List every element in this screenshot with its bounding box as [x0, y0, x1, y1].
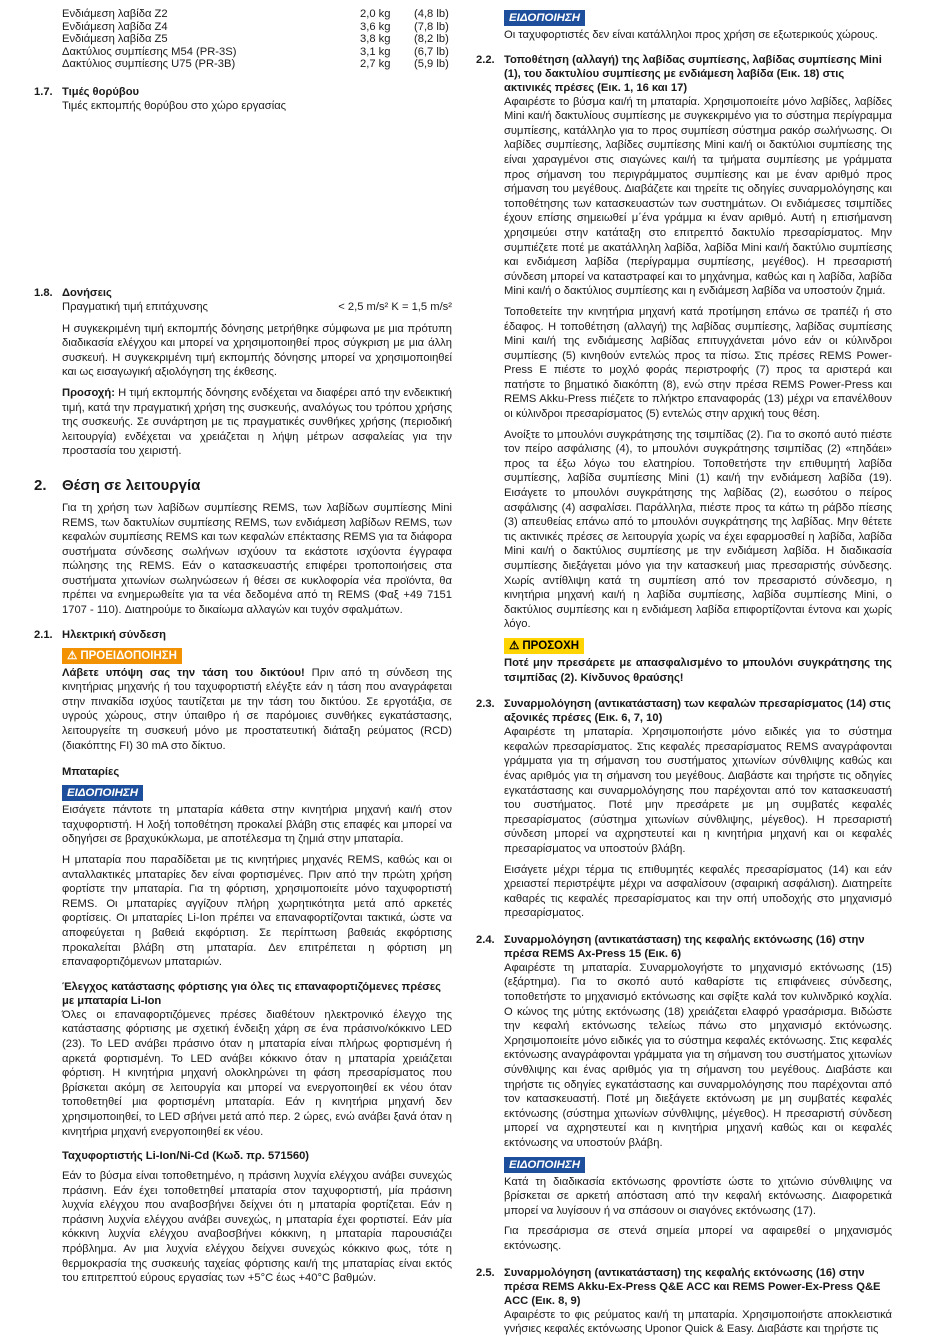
notice-badge: ΕΙΔΟΠΟΙΗΣΗ [504, 10, 585, 26]
section-title: Τοποθέτηση (αλλαγή) της λαβίδας συμπίεσης, λαβίδας συμπίεσης Mini (1), του δακτυλίου συμπίεσης με ενδιάμεση λαβίδα (Εικ. 18) στις ακτινικές πρέσες (Εικ. 1, 16 και 17) [504, 53, 882, 94]
section-title: Συναρμολόγηση (αντικατάσταση) της κεφαλής εκτόνωσης (16) στην πρέσα REMS Ax-Press 15 (Εικ. 6) [504, 933, 865, 960]
notice-badge: ΕΙΔΟΠΟΙΗΣΗ [504, 1157, 585, 1173]
notice-badge: ΕΙΔΟΠΟΙΗΣΗ [62, 785, 143, 801]
section-title: Συναρμολόγηση (αντικατάσταση) των κεφαλών πρεσαρίσματος (14) στις αξονικές πρέσες (Εικ. 6, 7, 10) [504, 698, 891, 725]
section-title: Δονήσεις [62, 286, 112, 299]
left-column [34, 8, 452, 1286]
vibration-row: Πραγματική τιμή επιτάχυνσης < 2,5 m/s² K = 1,5 m/s² [62, 300, 452, 313]
section-title: Τιμές θορύβου [62, 85, 140, 98]
section-title: Συναρμολόγηση (αντικατάσταση) της κεφαλής εκτόνωσης (16) στην πρέσα REMS Akku-Ex-Press Q&E ACC και REMS Power-Ex-Press Q&E ACC (Εικ. 8, 9) [504, 1266, 881, 1307]
weight-row: Ενδιάμεση λαβίδα Z4 3,6 kg (7,8 lb) [62, 20, 449, 33]
section-2-1: 2.1. Ηλεκτρική σύνδεση ⚠ ΠΡΟΕΙΔΟΠΟΙΗΣΗ Λάβετε υπόψη σας την τάση του δικτύου! Πριν από τη σύνδεση της κινητήριας μηχανής ή του ταχυφορτιστή ελέγξτε εάν η τάση που αναγράφεται στην πινακίδα ισχύος ταυτίζεται με την τάση του δικτύου. Σε εργοτάξια, σε υγρούς χώρους, στην ύπαιθρο ή σε παρόμοιες συνθήκες εγκατάστασης, λειτουργείτε τη συσκευή μόνο με προστατευτική διάταξη ρεύματος (RCD) (διακόπτης FI) 30 mA στο δίκτυο. Μπαταρίες ΕΙΔΟΠΟΙΗΣΗ Εισάγετε πάντοτε τη μπαταρία κάθετα στην κινητήρια μηχανή και/ή στον ταχυφορτιστή. Η λοξή τοποθέτηση προκαλεί βλάβη στις επαφές και μπορεί να οδηγήσει σε βραχυκύκλωμα, με αποτέλεσμα τη ζημιά στην μπαταρία. Η μπαταρία που παραδίδεται με τις κινητήριες μηχανές REMS, καθώς και οι ανταλλακτικές μπαταρίες δεν είναι φορτισμένες. Πριν από την πρώτη χρήση φορτίστε την μπαταρία. Για τη φόρτιση, χρησιμοποιείτε μόνο ταχυφορτιστή REMS. Οι μπαταρίες αγγίζουν πλήρη χωρητικότητα μετά από αρκετές φορτίσεις. Οι μπαταρίες Li-Ion πρέπει να επαναφορτίζονται τακτικά, ώστε να αποφεύγεται η βαθειά εκφόρτιση. Σε περίπτωση βαθειάς εκφόρτισης προκαλείται βλάβη στη μπαταρία. Δεν επιτρέπεται η φόρτιση μη επαναφορτιζόμενων μπαταριών. Έλεγχος κατάστασης φόρτισης για όλες τις επαναφορτιζόμενες πρέσες με μπαταρία Li-Ion Όλες οι επαναφορτιζόμενες πρέσες διαθέτουν ηλεκτρονικό έλεγχο της κατάστασης φόρτισης με σχετική ένδειξη χάρη σε ένα πράσινο/κόκκινο LED (23). Το LED ανάβει πράσινο όταν η μπαταρία είναι πλήρως φορτισμένη ή αρκετά φορτισμένη. Το LED ανάβει κόκκινο όταν η μπαταρία χρειάζεται φόρτιση. Η κινητήρια μηχανή ολοκληρώνει τη φάση πρεσαρίσματος που βρίσκεται ακόμη σε λειτουργία και μπορεί να ενεργοποιηθεί εκ νέου όταν τοποθετηθεί μια φορτισμένη μπαταρία. Εάν η κινητήρια μηχανή δεν χρησιμοποιηθεί, το LED σβήνει μετά από περ. 2 ώρες, ενώ ανάβει ξανά όταν η κινητήρια μηχανή ενεργοποιηθεί εκ νέου. Ταχυφορτιστής Li-Ion/Ni-Cd (Κωδ. πρ. 571560) Εάν το βύσμα είναι τοποθετημένο, η πράσινη λυχνία ελέγχου ανάβει συνεχώς πράσινη. Εάν έχει τοποθετηθεί μπαταρία στον ταχυφορτιστή, μία πράσινη λυχνία ελέγχου που αναβοσβήνει δείχνει ότι η μπαταρία φορτίζεται. Εάν η πράσινη λυχνία ελέγχου ανάβει συνεχώς, η μπαταρία έχει φορτιστεί. Εάν μία κόκκινη λυχνία ελέγχου αναβοσβήνει κόκκινη, η μπαταρία παρουσιάζει πρόβλημα. Αν μια λυχνία ελέγχου δείχνει συνεχώς κόκκινο φως, τότε η θερμοκρασία της συσκευής ταχείας φόρτισης και/ή της μπαταρίας είναι εκτός του επιτρεπτού εύρους εργασίας των +5°C έως +40°C βαθμών. [34, 628, 452, 1285]
section-2-4: 2.4. Συναρμολόγηση (αντικατάσταση) της κεφαλής εκτόνωσης (16) στην πρέσα REMS Ax-Press 15 (Εικ. 6) Αφαιρέστε τη μπαταρία. Συναρμολογήστε το μηχανισμό εκτόνωσης (15) (εξάρτημα). Για το σκοπό αυτό καθαρίστε τις επιφάνειες σύνδεσης, τοποθετήστε το μηχανισμό εκτόνωσης και σφίξτε καλά τον κυλινδρικό κοχλία. Ο κώνος της μύτης εκτόνωσης (18) χρειάζεται ελαφρό γρασάρισμα. Βιδώστε την κεφαλή εκτόνωσης τελείως πάνω στο μηχανισμό εκτόνωσης. Χρησιμοποιείτε μόνο ειδικές για το σύστημα κεφαλές εκτόνωσης. Στις κεφαλές εκτόνωσης αναγράφονται γράμματα για τη σήμανση του συστήματος χιτωνίων σύνθλιψης και ένας αριθμός για τη σήμανση του μεγέθους. Διαβάστε και τηρήστε τις οδηγίες εγκατάστασης και συναρμολόγησης που παρέχονται από τον κατασκευαστή. Ποτέ μη διεξάγετε εκτόνωση με μη συμβατές κεφαλές εκτόνωσης (σύστημα χιτωνίων σύνθλιψης, μέγεθος). Η πρεσαριστή σύνδεση μπορεί να αχρηστευτεί και η κινητήρια μηχανή καθώς και οι κεφαλές εκτόνωσης να υποστούν βλάβη. ΕΙΔΟΠΟΙΗΣΗ Κατά τη διαδικασία εκτόνωσης φροντίστε ώστε το χιτώνιο σύνθλιψης να βρίσκεται σε αρκετή απόσταση από την κεφαλή εκτόνωσης. Διαφορετικά μπορεί να λυγίσουν ή να σπάσουν οι σιαγόνες εκτόνωσης (17). Για πρεσάρισμα σε στενά σημεία μπορεί να αφαιρεθεί ο μηχανισμός εκτόνωσης. [476, 933, 892, 1252]
section-1-7: 1.7. Τιμές θορύβου Τιμές εκπομπής θορύβου στο χώρο εργασίας [34, 85, 452, 114]
weight-row: Δακτύλιος συμπίεσης M54 (PR-3S) 3,1 kg (6,7 lb) [62, 45, 449, 58]
section-1-8: 1.8. Δονήσεις Πραγματική τιμή επιτάχυνσης < 2,5 m/s² K = 1,5 m/s² Η συγκεκριμένη τιμή εκπομπής δόνησης μετρήθηκε σύμφωνα με μια πρότυπη διαδικασία ελέγχου και μπορεί να χρησιμοποιηθεί προς σύγκριση με μια άλλη συσκευή. Η συγκεκριμένη τιμή εκπομπής δόνησης μπορεί να χρησιμοποιηθεί και ως εισαγωγική αξιολόγηση της έκθεσης. Προσοχή: Η τιμή εκπομπής δόνησης ενδέχεται να διαφέρει από την ενδεικτική τιμή, κατά την πραγματική χρήση της συσκευής, αναλόγως του τρόπου χρήσης της συσκευής. Σε συνάρτηση με τις πραγματικές συνθήκες χρήσης (περιοδική λειτουργία) ενδέχεται να χρειάζεται η λήψη μέτρων ασφαλείας για την προστασία του χειριστή. [34, 286, 452, 458]
warning-badge: ⚠ ΠΡΟΕΙΔΟΠΟΙΗΣΗ [62, 648, 182, 664]
section-2-2: 2.2. Τοποθέτηση (αλλαγή) της λαβίδας συμπίεσης, λαβίδας συμπίεσης Mini (1), του δακτυλίου συμπίεσης με ενδιάμεση λαβίδα (Εικ. 18) στις ακτινικές πρέσες (Εικ. 1, 16 και 17) Αφαιρέστε το βύσμα και/ή τη μπαταρία. Χρησιμοποιείτε μόνο λαβίδες, λαβίδες Mini και/ή δακτυλίους συμπίεσης με συγκεκριμένο για το σύστημα περίγραμμα συμπίεσης, κατάλληλο για το προς συμπίεση σύστημα ρακόρ σωλήνωσης. Οι λαβίδες συμπίεσης, λαβίδες συμπίεσης Mini και/ή οι δακτύλιοι συμπίεσης της είναι χαραγμένοι στις σιαγώνες και/ή τα τμήματα συμπίεσης με γράμματα προς σήμανση του περιγράμματος συμπίεσης και με έναν αριθμό προς σήμανση του μεγέθους. Διαβάζετε και τηρείτε τις οδηγίες συναρμολόγησης και τοποθέτησης των κατασκευαστών των συστημάτων. Οι ενδιάμεσες τσιμπίδες έχουν επίσης σημειωθεί μ΄ένα γράμμα κι έναν αριθμό. Αυτή η επισήμανση χρησιμεύει στην κατάταξη στο επιτρεπτό δακτυλίο πρεσαρίσματος. Μην συμπιέζετε ποτέ με ακατάλληλη λαβίδα, λαβίδα Mini και/ή δακτύλιο συμπίεσης και ενδιάμεση λαβίδα (περίγραμμα συμπίεσης, μεγέθος). Η πρεσαριστή σύνδεση μπορεί να καταστραφεί και το μηχάνημα, καθώς και η λαβίδα, λαβίδα Mini και/ή ο δακτύλιος συμπίεσης και η ενδιάμεση λαβίδα να υποστούν ζημιά. Τοποθετείτε την κινητήρια μηχανή κατά προτίμηση επάνω σε τραπέζι ή στο έδαφος. Η τοποθέτηση (αλλαγή) της λαβίδας συμπίεσης, λαβίδας συμπίεσης Mini και/ή της ενδιάμεσης λαβίδας επιτυγχάνεται μόνο εάν οι κύλινδροι συμπίεσης (5) κινηθούν εντελώς προς τα πίσω. Στις πρέσες REMS Power-Press E πιέστε το μοχλό φοράς περιστροφής (7) προς τα αριστερά και πατήστε το βηματικό διακόπτη (8), ενώ στην πρέσα REMS Power-Press και REMS Akku-Press πιέζετε το πλήκτρο επαναφοράς (13) μέχρι να επανέλθουν οι κύλινδροι πρεσαρίσματος (5) εντελώς στην αρχική τους θέση. Ανοίξτε το μπουλόνι συγκράτησης της τσιμπίδας (2). Για το σκοπό αυτό πιέστε τον πείρο ασφάλισης (4), το μπουλόνι συγκράτησης τσιμπίδας (2) «πηδάει» προς τα έξω λόγω του ελατηρίου. Τοποθετήστε την επιθυμητή λαβίδα συμπίεσης, λαβίδα συμπίεσης Mini (1) και/ή την ενδιάμεση λαβίδα (19). Εισάγετε το μπουλόνι συγκράτησης της λαβίδας (2), εωσότου ο πείρος ασφάλισης (4) ασφαλίσει. Παράλληλα, πιέστε προς τα κάτω τη ράβδο πίεσης (3) απευθείας επάνω από το μπουλόνι συγκράτησης της λαβίδας. Μην θέτετε τις ακτινικές πρέσες σε λειτουργία χωρίς να έχει εφαρμοσθεί η λαβίδα, λαβίδα Mini και/ή ο δακτύλιος συμπίεσης με την ενδιάμεση λαβίδα. Η διαδικασία συμπίεσης διεξάγεται μόνο για την κατασκευή μιας πρεσαριστής σύνδεσης. Χωρίς αντίθλιψη κατά τη συμπίεση από τον πρεσαριστό σύνδεσμο, η κινητήρια μηχανή και/ή η λαβίδα συμπίεσης, λαβίδα συμπίεσης Mini, ο δακτύλιος συμπίεσης και η ενδιάμεση λαβίδα επιφορτίζονται έντονα και χωρίς λόγο. ⚠ ΠΡΟΣΟΧΗ Ποτέ μην πρεσάρετε με απασφαλισμένο το μπουλόνι συγκράτησης της τσιμπίδας (2). Κίνδυνος θραύσης! [476, 53, 892, 684]
section-2-5: 2.5. Συναρμολόγηση (αντικατάσταση) της κεφαλής εκτόνωσης (16) στην πρέσα REMS Akku-Ex-Press Q&E ACC και REMS Power-Ex-Press Q&E ACC (Εικ. 8, 9) Αφαιρέστε το φις ρεύματος και/ή τη μπαταρία. Χρησιμοποιήστε αποκλειστικά γνήσιες κεφαλές εκτόνωσης Uponor Quick & Easy. Διαβάστε και τηρήστε τις [476, 1266, 892, 1336]
weight-row: Ενδιάμεση λαβίδα Z2 2,0 kg (4,8 lb) [62, 8, 449, 20]
section-2-3: 2.3. Συναρμολόγηση (αντικατάσταση) των κεφαλών πρεσαρίσματος (14) στις αξονικές πρέσες (Εικ. 6, 7, 10) Αφαιρέστε τη μπαταρία. Χρησιμοποιήστε μόνο ειδικές για το σύστημα κεφαλών πρεσαρίσματος. Στις κεφαλές πρεσαρίσματος REMS αναγράφονται γράμματα για τη σήμανση του συστήματος χιτωνίων σύνθλιψης καθώς και ένας αριθμός για τη σήμανση του μεγέθους. Διαβάστε και τηρήστε τις οδηγίες εγκατάστασης και συναρμολόγησης που παρέχονται από τον κατασκευαστή του συστήματος. Ποτέ μην πρεσάρετε με μη συμβατές κεφαλές πρεσαρίσματος (σύστημα χιτωνίων σύνθλιψης, μέγεθος). Η πρεσαριστή σύνδεση μπορεί να αχρηστευτεί και η κινητήρια μηχανή και οι κεφαλές πρεσαρίσματος να υποστούν βλάβη. Εισάγετε μέχρι τέρμα τις επιθυμητές κεφαλές πρεσαρίσματος (14) και εάν χρειαστεί περιστρέψτε μέχρι να ασφαλίσουν (σφαιρική ασφάλιση). Διατηρείτε καθαρές τις κεφαλές πρεσαρίσματος και την οπή υποδοχής στο μηχανισμό πρεσαρίσματος. [476, 698, 892, 920]
weight-row: Ενδιάμεση λαβίδα Z5 3,8 kg (8,2 lb) [62, 33, 449, 46]
right-column [476, 8, 892, 1337]
section-title: Ηλεκτρική σύνδεση [62, 628, 167, 641]
weight-row: Δακτύλιος συμπίεσης U75 (PR-3B) 2,7 kg (5,9 lb) [62, 58, 449, 71]
warning-triangle-icon: ⚠ [67, 649, 78, 662]
section-2: 2. Θέση σε λειτουργία Για τη χρήση των λαβίδων συμπίεσης REMS, των λαβίδων συμπίεσης Mini REMS, των δακτυλίων συμπίεσης REMS, των ενδιάμεση λαβίδων REMS, των κεφαλών συμπίεσης REMS και των κεφαλών επέκτασης REMS για τα διάφορα συστήματα σύνδεσης σωλήνων ισχύουν τα εκάστοτε ισχύοντα έγγραφα πώλησης της REMS. Εάν ο κατασκευαστής επιφέρει τροποποιήσεις στα συστήματα χιτωνίων σωληνώσεων ή θέσει σε κυκλοφορία νέα προϊόντα, θα πρέπει να ενημερωθείτε για τα νέα δεδομένα από τη REMS (Φαξ +49 7151 1707 - 110). Διατηρούμε το δικαίωμα αλλαγών και τυχόν σφαλμάτων. [34, 476, 452, 617]
charger-notice: ΕΙΔΟΠΟΙΗΣΗ Οι ταχυφορτιστές δεν είναι κατάλληλοι προς χρήση σε εξωτερικούς χώρους. [504, 12, 878, 41]
caution-paragraph: Προσοχή: Η τιμή εκπομπής δόνησης ενδέχεται να διαφέρει από την ενδεικτική τιμή, κατά την πραγματική χρήση της συσκευής, αναλόγως του τρόπου χρήσης της συσκευής. Σε συνάρτηση με τις πραγματικές συνθήκες χρήσης (περιοδική λειτουργία) ενδέχεται να χρειάζεται η λήψη μέτρων ασφαλείας για την προστασία του χειριστή. [62, 386, 452, 458]
chapter-title: Θέση σε λειτουργία [62, 476, 201, 494]
caution-badge: ⚠ ΠΡΟΣΟΧΗ [504, 638, 584, 654]
weights-table [34, 8, 452, 71]
warning-triangle-icon: ⚠ [509, 639, 520, 652]
